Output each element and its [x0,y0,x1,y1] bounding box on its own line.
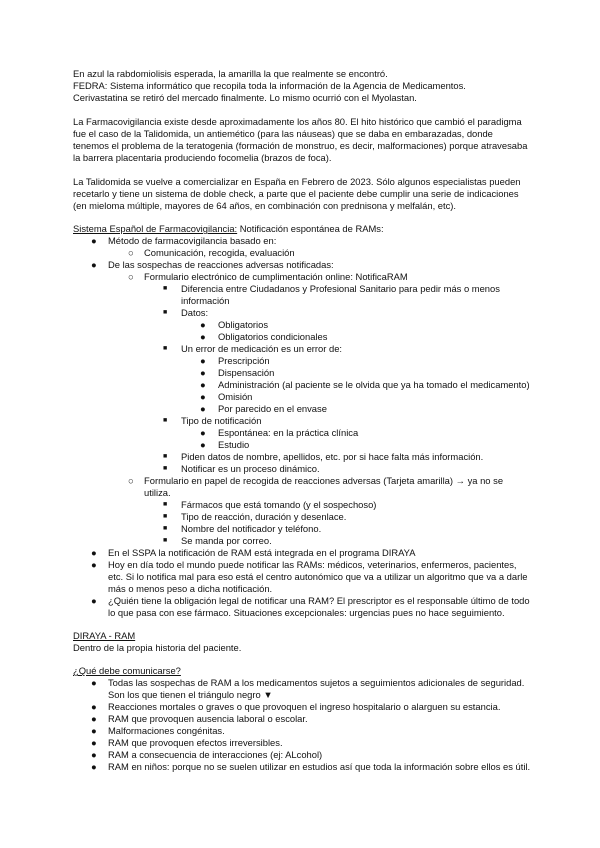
list-item: ■ Tipo de notificación [163,415,262,426]
list-item: ■ Fármacos que está tomando (y el sospechoso) [163,499,377,510]
list-item: ■ Datos: [163,307,209,318]
bullet-square: ■ [163,417,168,424]
bullet-dot: ● [91,701,97,712]
bullet-dot: ● [200,319,206,330]
list-item: ● RAM en niños: porque no se suelen utilizar en estudios así que toda la información sobre ellos es útil. [91,761,531,772]
list-item: ● Método de farmacovigilancia basado en: [91,235,277,246]
bullet-dot: ● [200,427,206,438]
list-item: ● RAM que provoquen ausencia laboral o escolar. [91,713,308,724]
bullet-dot: ● [200,439,206,450]
list-item: ● ¿Quién tiene la obligación legal de notificar una RAM? El prescriptor es el responsable último de todo lo que pasa con ese fármaco. Situaciones excepcionales: urgencias pues no hace seguimiento. [91,595,530,618]
intro-line-2: FEDRA: Sistema informático que recopila toda la información de la Agencia de Medicamentos. [73,80,466,91]
list-item: ● Obligatorios condicionales [200,331,328,342]
paragraph-talidomida-2023: La Talidomida se vuelve a comercializar en España en Febrero de 2023. Sólo algunos especialistas pueden recetarlo y tiene un sistema de doble check, a parte que el paciente debe cumplir una serie de indicaciones (en mieloma múltiple, mayores de 64 años, en combinación con prednisona y melfalán, etc). [73,176,521,211]
list-item: ○ Formulario en papel de recogida de reacciones adversas (Tarjeta amarilla) → ya no se utiliza. [128,475,504,498]
bullet-square: ■ [163,501,168,508]
bullet-dot: ● [91,749,97,760]
list-item: ● Obligatorios [200,319,269,330]
list-item: ● En el SSPA la notificación de RAM está integrada en el programa DIRAYA [91,547,416,558]
list-item: ● De las sospechas de reacciones adversas notificadas: [91,259,334,270]
list-item: ■ Se manda por correo. [163,535,272,546]
bullet-dot: ● [91,677,97,688]
bullet-dot: ● [200,355,206,366]
list-item: ● Dispensación [200,367,275,378]
list-item: ● Reacciones mortales o graves o que provoquen el ingreso hospitalario o alarguen su estancia. [91,701,501,712]
intro-line-1: En azul la rabdomiolisis esperada, la amarilla la que realmente se encontró. [73,68,388,79]
list-item: ■ Tipo de reacción, duración y desenlace. [163,511,347,522]
section-heading-comunicar: ¿Qué debe comunicarse? [73,665,181,676]
section-heading-sefv-rest: Notificación espontánea de RAMs: [237,223,384,234]
bullet-dot: ● [91,737,97,748]
bullet-dot: ● [91,595,97,606]
bullet-dot: ● [200,379,206,390]
list-item: ■ Notificar es un proceso dinámico. [163,463,320,474]
bullet-square: ■ [163,537,168,544]
bullet-square: ■ [163,525,168,532]
list-item: ■ Piden datos de nombre, apellidos, etc. por si hace falta más información. [163,451,484,462]
list-item: ● Espontánea: en la práctica clínica [200,427,359,438]
list-item: ■ Un error de medicación es un error de: [163,343,343,354]
bullet-dot: ● [91,559,97,570]
diraya-text: Dentro de la propia historia del paciente. [73,642,242,653]
list-item: ● RAM que provoquen efectos irreversibles. [91,737,283,748]
bullet-dot: ● [200,403,206,414]
bullet-dot: ● [91,547,97,558]
bullet-dot: ● [91,235,97,246]
bullet-dot: ● [91,259,97,270]
comunicar-list [73,677,531,773]
bullet-dot: ● [200,331,206,342]
document-page [73,68,531,773]
list-item: ○ Formulario electrónico de cumplimentación online: NotificaRAM [128,271,408,282]
bullet-circle: ○ [128,475,134,486]
bullet-square: ■ [163,345,168,352]
list-item: ● Por parecido en el envase [200,403,327,414]
paragraph-talidomida-history: La Farmacovigilancia existe desde aproximadamente los años 80. El hito histórico que cambió el paradigma fue el caso de la Talidomida, un antiemético (para las náuseas) que se daba en embarazadas, donde tenemos el problema de la teratogenia (formación de monstruo, es decir, malformaciones) porque atravesaba la barrera placentaria produciendo focomelia (brazos de foca). [73,116,528,163]
section-heading-diraya: DIRAYA - RAM [73,630,136,641]
list-item: ● Prescripción [200,355,270,366]
bullet-circle: ○ [128,271,134,282]
bullet-dot: ● [91,713,97,724]
list-item: ■ Nombre del notificador y teléfono. [163,523,322,534]
list-item: ● Omisión [200,391,253,402]
bullet-dot: ● [91,761,97,772]
list-item: ● Estudio [200,439,250,450]
list-item: ■ Diferencia entre Ciudadanos y Profesional Sanitario para pedir más o menos información [163,283,500,306]
list-item: ● Hoy en día todo el mundo puede notificar las RAMs: médicos, veterinarios, enfermeros, pacientes, etc. Si lo notifica mal para eso está el centro autonómico que va a utilizar un algoritmo que va a darle más o menos peso a dicha notificación. [91,559,528,594]
list-item: ● Malformaciones congénitas. [91,725,225,736]
list-item: ● Administración (al paciente se le olvida que ya ha tomado el medicamento) [200,379,530,390]
intro-line-3: Cerivastatina se retiró del mercado finalmente. Lo mismo ocurrió con el Myolastan. [73,92,417,103]
section-heading-sefv-underlined: Sistema Español de Farmacovigilancia: [73,223,238,234]
section-heading-sefv [73,223,531,235]
bullet-dot: ● [91,725,97,736]
bullet-square: ■ [163,513,168,520]
sefv-list [73,235,531,619]
list-item: ● RAM a consecuencia de interacciones (ej: ALcohol) [91,749,323,760]
bullet-square: ■ [163,309,168,316]
list-item: ○ Comunicación, recogida, evaluación [128,247,295,258]
bullet-dot: ● [200,391,206,402]
bullet-square: ■ [163,465,168,472]
bullet-square: ■ [163,285,168,292]
bullet-square: ■ [163,453,168,460]
bullet-dot: ● [200,367,206,378]
bullet-circle: ○ [128,247,134,258]
list-item: ● Todas las sospechas de RAM a los medicamentos sujetos a seguimientos adicionales de seguridad. Son los que tienen el triángulo negro ▼ [91,677,525,700]
